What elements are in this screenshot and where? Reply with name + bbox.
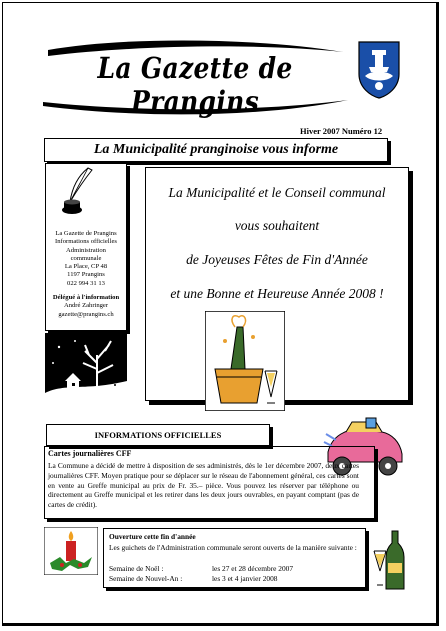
ouverture-row-label: Semaine de Nouvel-An : — [109, 574, 183, 583]
info-line: communale — [70, 254, 102, 262]
winter-night-illustration — [45, 333, 127, 417]
info-line: La Gazette de Prangins — [55, 230, 117, 237]
info-line: 022 994 31 13 — [67, 279, 105, 287]
info-line: Administration — [66, 246, 106, 254]
ouverture-row-value: les 27 et 28 décembre 2007 — [212, 564, 294, 573]
delegue-name: André Zahringer — [63, 302, 109, 310]
greeting-line: vous souhaitent — [234, 218, 320, 233]
greeting-line: La Municipalité et le Conseil communal — [168, 185, 386, 200]
cff-text: La Commune a décidé de mettre à disposition de ses administrés, dès le 1er décembre 2007, deux cartes journalières CFF. Moyen pratique pour se déplacer sur le réseau de l'abonnement général, ces cartes sont en vente au Greffe municipal au prix de Fr. 35.– pièce. Vous pouvez les réserver par téléphone ou directement au Greffe municipal et les retirer dans les deux jours ouvrables, en payant comptant (pas de cartes de crédit). — [48, 461, 359, 510]
info-line: 1197 Prangins — [67, 271, 105, 279]
ouverture-row-label: Semaine de Noël : — [109, 564, 164, 573]
christmas-candle-icon — [44, 527, 98, 575]
delegue-title: Délégué à l'information — [52, 294, 120, 302]
issue-number: Hiver 2007 Numéro 12 — [300, 126, 383, 136]
prangins-crest-icon — [357, 40, 401, 100]
headline: La Municipalité pranginoise vous informe — [44, 138, 388, 162]
champagne-bucket-icon — [205, 311, 285, 411]
ouverture-box — [103, 528, 366, 588]
section-officielles: INFORMATIONS OFFICIELLES — [46, 424, 270, 446]
ouverture-row-value: les 3 et 4 janvier 2008 — [212, 574, 278, 583]
quill-inkwell-icon — [58, 166, 98, 218]
ouverture-title: Ouverture cette fin d'année — [109, 532, 196, 541]
contact-email[interactable]: gazette@prangins.ch — [58, 310, 114, 318]
info-line: Informations officielles — [55, 238, 117, 246]
champagne-bottle-icon — [372, 529, 412, 591]
info-line: La Place, CP 48 — [64, 263, 108, 271]
cff-title: Cartes journalières CFF — [48, 449, 132, 458]
greeting-line: de Joyeuses Fêtes de Fin d'Année — [186, 252, 368, 267]
greeting-line: et une Bonne et Heureuse Année 2008 ! — [170, 286, 384, 301]
ouverture-body: Les guichets de l'Administration communale seront ouverts de la manière suivante : — [109, 543, 357, 552]
masthead-title: La Gazette de Prangins — [97, 51, 293, 119]
